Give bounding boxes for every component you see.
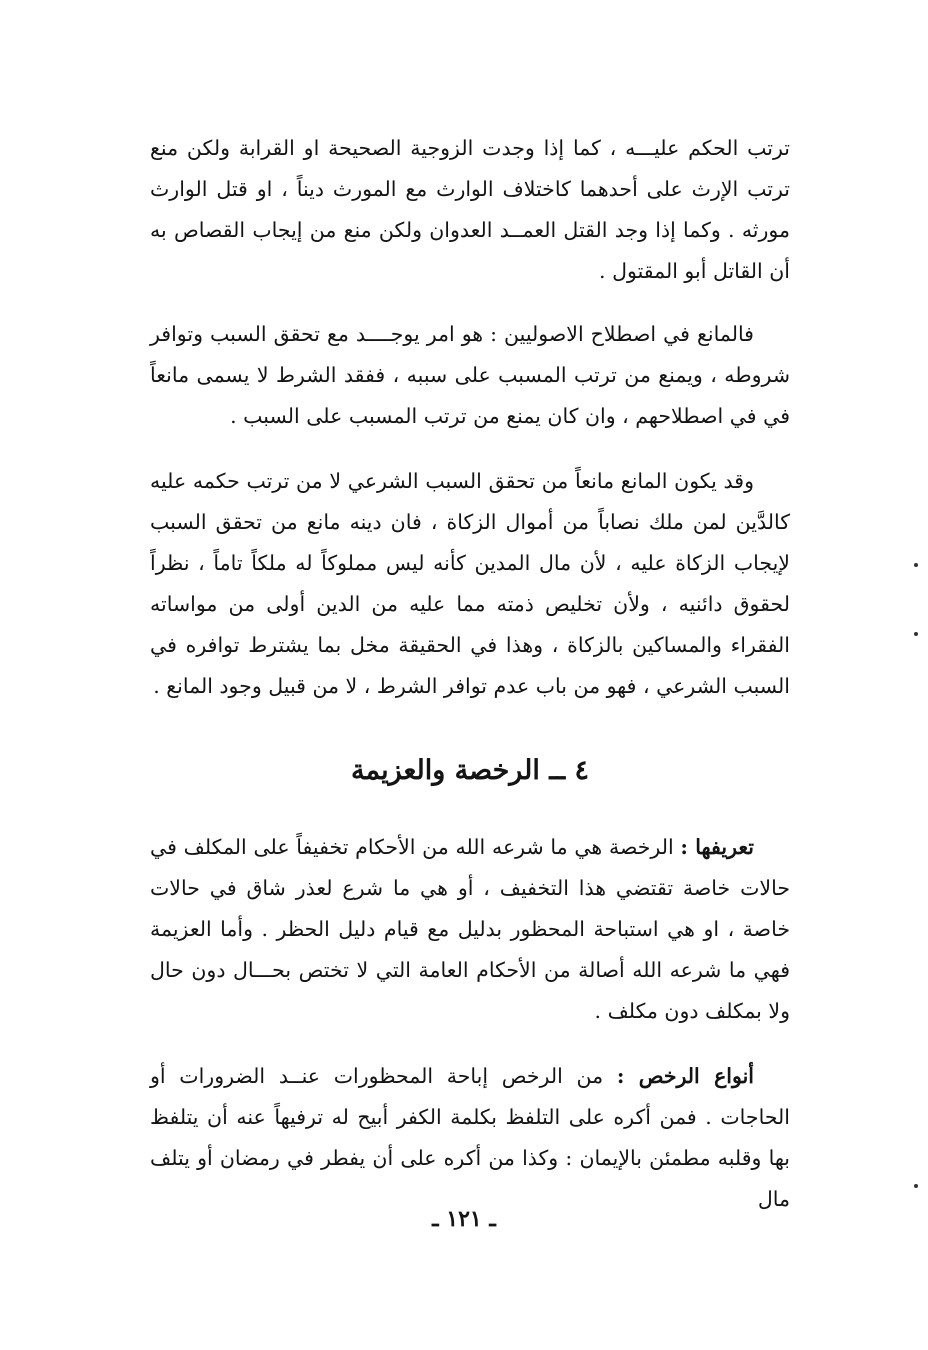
scan-speck: [914, 563, 918, 567]
paragraph-1: ترتب الحكم عليـــه ، كما إذا وجدت الزوجية الصحيحة او القرابة ولكن منع ترتب الإرث على أحدهما كاختلاف الوارث مع المورث ديناً ، او قتل الوارث مورثه . وكما إذا وجد القتل العمــد العدوان ولكن منع من إيجاب القصاص به أن القاتل أبو المقتول .: [150, 136, 790, 283]
section-heading: ٤ ــ الرخصة والعزيمة: [350, 755, 590, 786]
scan-speck: [914, 632, 918, 636]
paragraph-types: [150, 1056, 790, 1211]
paragraph-definition: [150, 827, 790, 1032]
definition-lead: تعريفها :: [680, 835, 754, 859]
page-body: [150, 128, 790, 1211]
scan-speck: [914, 1184, 918, 1188]
page-number: ـ ١٢١ ـ: [432, 1206, 496, 1232]
types-lead: أنواع الرخص :: [616, 1064, 754, 1088]
definition-body: الرخصة هي ما شرعه الله من الأحكام تخفيفاً على المكلف في حالات خاصة تقتضي هذا التخفيف ، أو هي ما شرع لعذر شاق في حالات خاصة ، او هي استباحة المحظور بدليل مع قيام دليل الحظر . وأما العزيمة فهي ما شرعه الله أصالة من الأحكام العامة التي لا تختص بحـــال دون حال ولا بمكلف دون مكلف .: [150, 835, 790, 1023]
types-body: من الرخص إباحة المحظورات عنــد الضرورات أو الحاجات . فمن أكره على التلفظ بكلمة الكفر أبيح له ترفيهاً عنه أن يتلفظ بها وقلبه مطمئن بالإيمان : وكذا من أكره على أن يفطر في رمضان أو يتلف مال: [150, 1064, 790, 1211]
paragraph-2: فالمانع في اصطلاح الاصوليين : هو امر يوجــــد مع تحقق السبب وتوافر شروطه ، ويمنع من ترتب المسبب على سببه ، ففقد الشرط لا يسمى مانعاً في في اصطلاحهم ، وان كان يمنع من ترتب المسبب على السبب .: [150, 322, 790, 428]
paragraph-3: وقد يكون المانع مانعاً من تحقق السبب الشرعي لا من ترتب حكمه عليه كالدَّين لمن ملك نصاباً من أموال الزكاة ، فان دينه مانع من تحقق السبب لإيجاب الزكاة عليه ، لأن مال المدين كأنه ليس مملوكاً له ملكاً تاماً ، نظراً لحقوق دائنيه ، ولأن تخليص ذمته مما عليه من الدين أولى من مواساته الفقراء والمساكين بالزكاة ، وهذا في الحقيقة مخل بما يشترط توافره في السبب الشرعي ، فهو من باب عدم توافر الشرط ، لا من قبيل وجود المانع .: [150, 469, 790, 698]
